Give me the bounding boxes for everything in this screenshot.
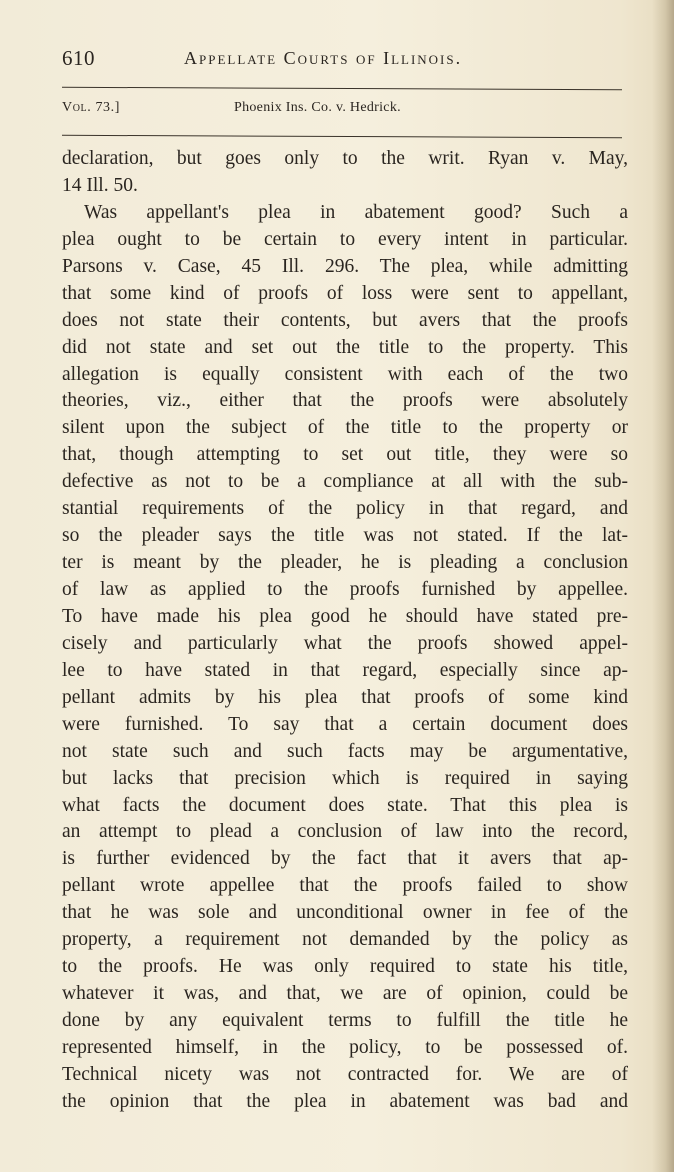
text-line: whatever it was, and that, we are of opinion, could be [62,983,628,1005]
text-line: an attempt to plead a conclusion of law into the record, [62,821,628,843]
text-line: but lacks that precision which is required in saying [62,767,628,789]
text-line: Technical nicety was not contracted for. We are of [62,1063,628,1085]
page-edge-shadow [652,0,674,1172]
text-line: pellant wrote appellee that the proofs failed to show [62,875,628,897]
text-line: allegation is equally consistent with each of the two [62,363,628,385]
text-line: 14 Ill. 50. [62,174,138,196]
text-line: Parsons v. Case, 45 Ill. 296. The plea, while admitting [62,255,628,277]
opinion-text [62,146,628,1116]
sub-head [62,100,622,124]
text-line: defective as not to be a compliance at all with the sub- [62,471,628,493]
page-number: 610 [62,46,95,70]
case-title: Phoenix Ins. Co. v. Hedrick. [234,100,401,115]
text-line: lee to have stated in that regard, especially since ap- [62,659,628,681]
header-rule-top [62,87,622,90]
text-line: silent upon the subject of the title to the property or [62,417,628,439]
text-line: Was appellant's plea in abatement good? Such a [84,201,628,223]
text-line: did not state and set out the title to the property. This [62,336,628,358]
text-line: not state such and such facts may be argumentative, [62,740,628,762]
text-line: cisely and particularly what the proofs showed appel- [62,632,628,654]
text-line: of law as applied to the proofs furnished by appellee. [62,579,628,600]
text-line: is further evidenced by the fact that it avers that ap- [62,848,628,870]
text-line: so the pleader says the title was not stated. If the lat- [62,525,628,547]
text-line: what facts the document does state. That this plea is [62,794,628,816]
running-head [62,46,622,76]
text-line: done by any equivalent terms to fulfill the title he [62,1010,628,1031]
text-line: property, a requirement not demanded by the policy as [62,929,628,951]
text-line: that some kind of proofs of loss were sent to appellant, [62,282,628,304]
volume-label: Vol. 73.] [62,100,121,115]
text-line: plea ought to be certain to every intent in particular. [62,228,628,250]
text-line: stantial requirements of the policy in that regard, and [62,498,628,520]
text-line: theories, viz., either that the proofs were absolutely [62,390,628,412]
text-line: To have made his plea good he should have stated pre- [62,605,628,627]
text-line: were furnished. To say that a certain document does [62,713,628,735]
text-line: ter is meant by the pleader, he is pleading a conclusion [62,552,628,574]
text-line: to the proofs. He was only required to state his title, [62,956,628,978]
text-line: does not state their contents, but avers that the proofs [62,309,628,331]
journal-title: Appellate Courts of Illinois. [184,48,463,68]
header-rule-bottom [62,135,622,138]
text-line: the opinion that the plea in abatement was bad and [62,1090,628,1112]
text-line: represented himself, in the policy, to be possessed of. [62,1036,628,1058]
text-line: declaration, but goes only to the writ. Ryan v. May, [62,148,628,169]
text-line: that he was sole and unconditional owner in fee of the [62,902,628,924]
text-line: that, though attempting to set out title, they were so [62,444,628,466]
text-line: pellant admits by his plea that proofs of some kind [62,686,628,708]
